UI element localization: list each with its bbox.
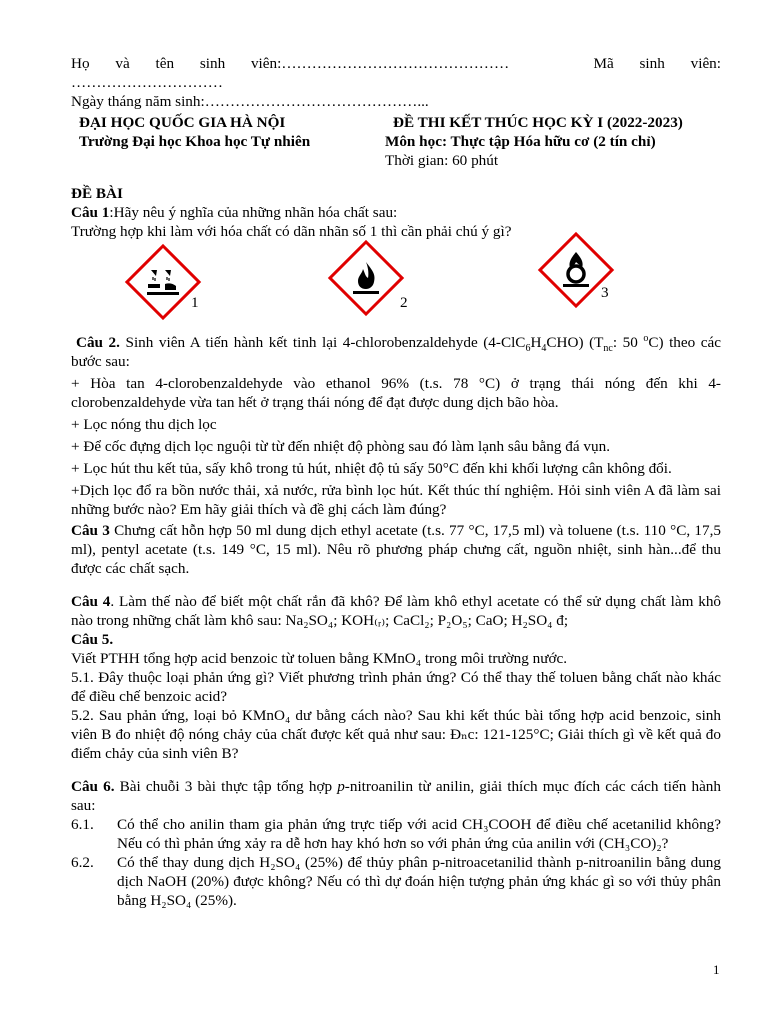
school-name: Trường Đại học Khoa học Tự nhiên — [79, 133, 311, 150]
q6-item-number: 6.2. — [71, 854, 94, 871]
q2-step-2: + Lọc nóng thu dịch lọc — [71, 416, 217, 433]
icon-number-3: 3 — [601, 284, 609, 301]
student-id-dots: ………………………… — [71, 74, 223, 91]
q4-text: . Làm thế nào để biết một chất rắn đã khô? Để làm khô ethyl acetate có thể sử dụng chất làm khô nào trong những chất làm khô sau: Na₂SO₄; KOH₍ᵣ₎; CaCl₂; P₂O₅; CaO; H₂SO₄ đ; — [71, 593, 721, 629]
dob-field: Ngày tháng năm sinh:……………………………………... — [71, 93, 429, 110]
q6-label: Câu 6. — [71, 778, 115, 795]
question-2 — [71, 333, 721, 371]
q2-sup: o — [643, 332, 649, 344]
q4-label: Câu 4 — [71, 593, 111, 610]
q6-item-number: 6.1. — [71, 816, 94, 833]
q5-part-2: 5.2. Sau phản ứng, loại bỏ KMnO₄ dư bằng cách nào? Sau khi kết thúc bài tổng hợp acid benzoic, sinh viên B đo nhiệt độ nóng chảy của chất được kết quả như sau: Đₙc: 121-125°C; Giải thích gì về kết quả đo điểm chảy của sinh viên B? — [71, 707, 721, 762]
q3-label: Câu 3 — [71, 522, 110, 539]
student-id-label: Mã sinh viên: — [593, 55, 721, 72]
q2-intro: C) theo các bước sau: — [71, 334, 721, 370]
question-4 — [71, 592, 721, 630]
student-name-field: Họ và tên sinh viên:……………………………………… — [71, 55, 510, 72]
q6-intro: Bài chuỗi 3 bài thực tập tổng hợp — [114, 778, 338, 795]
page-number: 1 — [713, 962, 720, 977]
q2-label: Câu 2. — [76, 334, 120, 351]
exam-header — [71, 113, 721, 170]
q1-line2: Trường hợp khi làm với hóa chất có dãn nhãn số 1 thì cần phải chú ý gì? — [71, 223, 512, 240]
q2-sub: 4 — [541, 343, 547, 355]
q2-step-3: + Để cốc đựng dịch lọc nguội từ từ đến nhiệt độ phòng sau đó làm lạnh sâu bằng đá vụn. — [71, 438, 610, 455]
icon-number-1: 1 — [191, 294, 199, 311]
question-1 — [71, 203, 721, 222]
q2-step-1: + Hòa tan 4-clorobenzaldehyde vào ethanol 96% (t.s. 78 °C) ở trạng thái nóng đến khi 4-clorobenzaldehyde vừa tan hết ở trạng thái nóng để đạt được dung dịch bão hòa. — [71, 375, 721, 411]
q5-label: Câu 5. — [71, 631, 114, 648]
q6-intro-italic: p — [337, 778, 345, 795]
exam-page — [71, 54, 721, 910]
q2-sub: nc — [603, 343, 613, 355]
q2-intro: CHO) (T — [546, 334, 604, 351]
section-title: ĐỀ BÀI — [71, 185, 123, 202]
q2-intro: H — [530, 334, 542, 351]
q2-sub: 6 — [525, 343, 531, 355]
university-name: ĐẠI HỌC QUỐC GIA HÀ NỘI — [79, 114, 286, 131]
exam-title: ĐỀ THI KẾT THÚC HỌC KỲ I (2022-2023) — [393, 114, 683, 131]
icon-number-2: 2 — [400, 294, 408, 311]
corrosive-icon — [125, 244, 201, 320]
question-6 — [71, 777, 721, 815]
q2-intro: Sinh viên A tiến hành kết tinh lại 4-chlorobenzaldehyde (4-ClC — [119, 334, 526, 351]
q6-item-2 — [71, 853, 721, 910]
q5-text: Viết PTHH tổng hợp acid benzoic từ toluen bằng KMnO₄ trong môi trường nước. — [71, 650, 568, 667]
q1-label: Câu 1 — [71, 204, 110, 221]
q6-intro: -nitroanilin từ anilin, giải thích mục đích các cách tiến hành sau: — [71, 778, 721, 814]
time-line: Thời gian: 60 phút — [385, 152, 499, 169]
q6-item-1 — [71, 815, 721, 853]
q5-part-1: 5.1. Đây thuộc loại phản ứng gì? Viết phương trình phản ứng? Có thể thay thế toluen bằng chất nào khác để điều chế benzoic acid? — [71, 669, 721, 705]
q2-step-5: +Dịch lọc đổ ra bồn nước thải, xả nước, rửa bình lọc hút. Kết thúc thí nghiệm. Hỏi sinh viên A đã làm sai những bước nào? Em hãy giải thích và đề ghị cách làm đúng? — [71, 482, 721, 518]
flammable-icon — [328, 240, 404, 316]
question-3 — [71, 521, 721, 578]
q1-text: :Hãy nêu ý nghĩa của những nhãn hóa chất sau: — [109, 204, 398, 221]
q2-step-4: + Lọc hút thu kết tủa, sấy khô trong tủ hút, nhiệt độ tủ sấy 50°C đến khi khối lượng cân không đổi. — [71, 460, 672, 477]
q6-item-text: Có thể thay dung dịch H₂SO₄ (25%) để thủy phân p-nitroacetanilid thành p-nitroanilin bằng dung dịch NaOH (20%) được không? Nếu có thì dự đoán hiện tượng phản ứng khác gì so với thủy phân bằng H₂SO₄ (25%). — [117, 854, 721, 909]
student-name-line — [71, 54, 721, 73]
q6-item-text: Có thể cho anilin tham gia phản ứng trực tiếp với acid CH₃COOH để điều chế acetanilid không? Nếu có thì phản ứng xảy ra dễ hơn hay khó hơn so với phản ứng của anilin với (CH₃CO)₂? — [117, 816, 721, 852]
q2-intro: : 50 — [612, 334, 644, 351]
hazard-icons — [71, 247, 721, 325]
subject-line: Môn học: Thực tập Hóa hữu cơ (2 tín chỉ) — [385, 133, 656, 150]
q3-text: Chưng cất hỗn hợp 50 ml dung dịch ethyl acetate (t.s. 77 °C, 17,5 ml) và toluene (t.s. 110 °C, 17,5 ml), pentyl acetate (t.s. 149 °C, 15 ml). Nêu rõ phương pháp chưng cất, nguồn nhiệt, sinh hàn...để thu được các chất sạch. — [71, 522, 721, 577]
